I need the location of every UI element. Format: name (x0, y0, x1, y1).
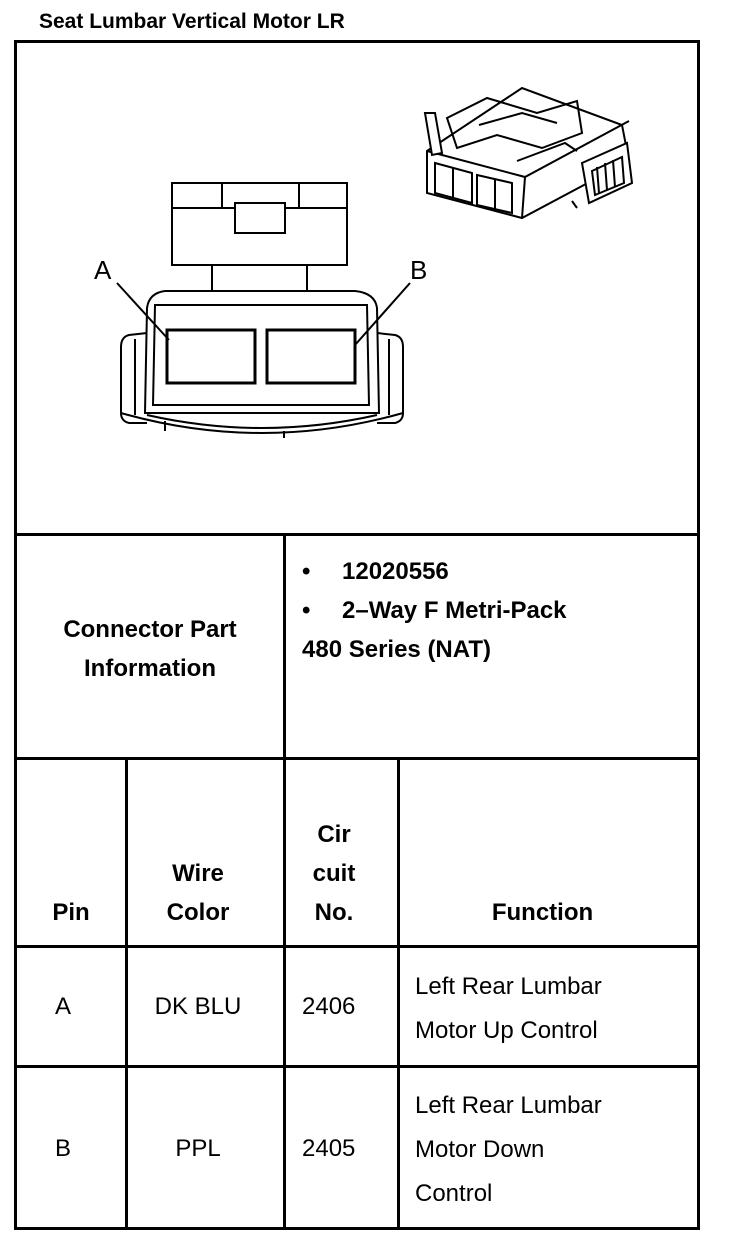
connector-diagram (17, 43, 697, 533)
divider (14, 757, 700, 760)
row-b-circuit: 2405 (302, 1135, 356, 1162)
header-pin: Pin (52, 899, 90, 926)
page-title: Seat Lumbar Vertical Motor LR (39, 10, 345, 33)
row-a-circuit: 2406 (302, 993, 356, 1020)
part-number-line (302, 552, 692, 591)
row-b-function: Left Rear Lumbar Motor Down Control (415, 1092, 602, 1207)
row-a-function: Left Rear Lumbar Motor Up Control (415, 973, 602, 1044)
part-series: 480 Series (NAT) (302, 636, 491, 663)
divider (14, 1065, 700, 1068)
connector-perspective-view (425, 88, 632, 218)
header-wire-color: Wire Color (166, 860, 230, 926)
pin-a-callout: A (94, 255, 112, 285)
row-a-wire-color: DK BLU (154, 993, 242, 1020)
bullet-icon: • (302, 558, 311, 585)
divider (397, 757, 400, 1230)
divider (14, 945, 700, 948)
part-description-line (302, 591, 692, 630)
connector-face-view (117, 183, 410, 438)
connector-info-details (302, 552, 692, 669)
row-b-wire-color: PPL (175, 1135, 221, 1162)
header-circuit: Cir cuit No. (312, 821, 356, 926)
pin-b-callout: B (410, 255, 428, 285)
row-b-pin: B (54, 1135, 71, 1162)
bullet-icon: • (302, 597, 311, 624)
part-number: 12020556 (342, 558, 449, 585)
divider (14, 533, 700, 536)
part-description: 2–Way F Metri-Pack (342, 597, 567, 624)
header-function: Function (491, 899, 594, 926)
connector-info-label: Connector Part Information (63, 616, 237, 682)
row-a-pin: A (54, 993, 71, 1020)
